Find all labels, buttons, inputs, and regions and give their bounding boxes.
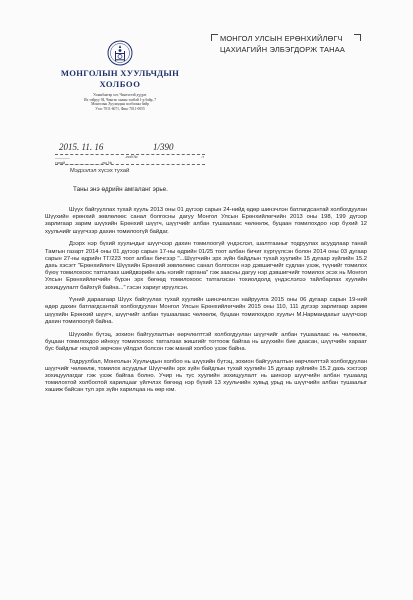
reference-label: _______: [55, 155, 70, 159]
paragraph: Шүүх байгууллах тухай хууль 2013 оны 01 дүгээр сарын 24-нийд өдөр шинэчлэн батлагдсантай холбогдуулан Шүүхийн ерөнхий зөвлөлөөс санал болгосны дагуу Монгол Улсын Ерөнхийлөгчийн 2013 оны 198, 199 дүгээр зарлигаар зарим шүүхийн Ерөнхий шүүгч, шүүгчийг албан тушаалаас чөлөөлж, буцаан томилохдоо нэр бүхий 12 хуульчийг шүүгчээр дахин томилоогүй байдаг.: [45, 207, 367, 235]
handwritten-number: 1/390: [153, 142, 174, 152]
addressee: [220, 34, 370, 54]
reference-label: -т: [201, 155, 205, 159]
corner-mark: [211, 34, 218, 41]
paragraph: Тодруулбал, Монголын Хуульчдын холбоо нь шүүхийн бүтэц, зохион байгуулалтын өөрчлөлттэй холбогдуулан шүүгчийг чөлөөлж, томилох асуудлыг Шүүгчийн эрх зүйн байдлын тухай хуулийн 15 дугаар зүйлийн 15.2 дахь хэсгээр зохицуулагдаг гэж үзэж байгаа болно. Учир нь тус хуулийн зохицуулалт нь шинээр шүүгчийн албан тушаалд томилохтой холбоотой харилцааг үйлчлэх бөгөөд нэр бүхий 13 хуульчийн хувьд урьд нь шүүгчийн албан тушаалыг хашиж байсан тул эрх зүйн харилцаа нь өөр юм.: [45, 358, 367, 394]
subject-line: Мэдээлэл хүсэх тухай: [70, 168, 130, 174]
salutation: Таны энэ өдрийн амгаланг эрье.: [73, 186, 168, 193]
letter-body: [45, 207, 367, 400]
reference-label: -ний №: [125, 155, 138, 159]
reference-label: танай ________________ -ны №: [55, 161, 113, 165]
address-line: Монголын Хуульчдын холбооны байр: [91, 102, 149, 107]
address-line: Утас 7011-6071, Факс 7011-0055: [95, 106, 145, 111]
paragraph: Шүүхийн бүтэц, зохион байгуулалтын өөрчлөлттэй холбогдуулан шүүгчийг албан тушаалаас нь чөлөөлж, буцаан томилохдоо ийнхүү томилохоос татгалзах жишгийг тогтоож байгаа нь шүүхийн бие даасан, шүүгчийн хараат бус байдлыг ноцтой зөрчсөн үйлдэл болсон гэж манай холбоо үзэж байна.: [45, 331, 367, 352]
corner-mark: [354, 34, 361, 41]
paragraph: Үүний дараагаар Шүүх байгуулах тухай хуулийн шинэчилсэн найруулга 2015 оны 06 дугаар сарын 19-ний өдөр дахин батлагдсантай холбогдуулан Монгол Улсын Ерөнхийлөгчийн 2015 оны 110, 111 дүгээр зарлигаар зарим шүүхийн Ерөнхий шүүгч, шүүгчийг албан тушаалаас чөлөөлж, буцаан томилохдоо хуульч М.Нармандахыг шүүгчээр дахин томилоогүй байна.: [45, 297, 367, 325]
org-address: [60, 93, 180, 111]
reference-line: [55, 164, 205, 165]
letterhead: [60, 40, 180, 111]
soyombo-emblem-icon: [107, 40, 133, 66]
org-name-line1: МОНГОЛЫН ХУУЛЬЧДЫН: [60, 68, 180, 78]
handwritten-date: 2015. 11. 16: [59, 142, 104, 152]
address-line: Улаанбаатар хот, Чингэлтэй дүүрэг: [93, 93, 147, 97]
addressee-line2: ЦАХИАГИЙН ЭЛБЭГДОРЖ ТАНАА: [220, 45, 345, 54]
paragraph: Дээрх нэр бүхий хуульчдыг шүүгчээр дахин томилоогүй үндэслэл, шалтгааныг тодруулах асуудлаар танай Тамгын газарт 2014 оны 01 дүгээр сарын 17-ны өдрийн 01/25 тоот албан бичиг хүргүүлсэн болон 2014 оны 03 дугаар сарын 27-ны өдрийн ТГ/223 тоот албан бичгээр "...Шүүгчийн эрх зүйн байдлын тухай хуулийн 15 дугаар зүйлийн 15.2 дахь хэсэгт "Ерөнхийлөгч Шүүхийн Ерөнхий зөвлөлөөс санал болгосон нэр дэвшигчийг судлан үзэж, түүнийг томилох бүюү томилохоос татгалзах шийдвэрийн аль нэгийг гаргана" гэж заасны дагуу нэр дэвшигчийг томилох эсэх нь Монгол Улсын Ерөнхийлөгчийн бүрэн эрх бөгөөд томилохоос татгалзсан тохиолдолд үндэслэлээ тайлбарлах хуулийн зохицуулалт байхгүй байна..." гэсэн хариуг ирүүлсэн.: [45, 241, 367, 291]
org-name-line2: ХОЛБОО: [99, 79, 141, 89]
addressee-line1: МОНГОЛ УЛСЫН ЕРӨНХИЙЛӨГЧ: [220, 34, 343, 43]
address-line: Их тойруу 94, Чингис хааны талбай 1-р байр, 7: [83, 97, 157, 102]
